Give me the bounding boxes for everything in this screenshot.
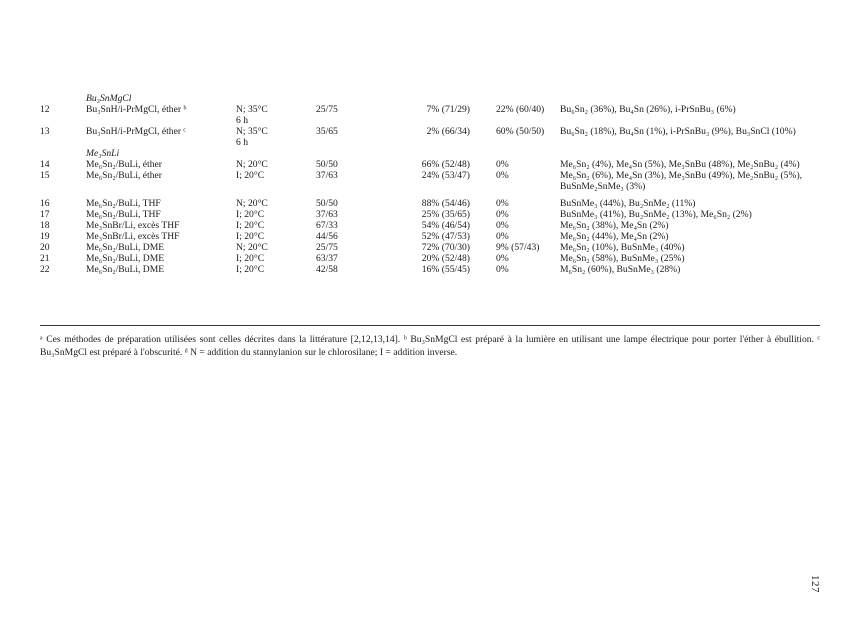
row-number: 20 (40, 242, 50, 253)
conditions-cell: N; 20°C (236, 198, 268, 209)
yield-cell: 72% (70/30) (421, 242, 470, 253)
table-row (40, 126, 820, 148)
yield2-cell: 60% (50/50) (496, 126, 545, 137)
yield2-cell: 9% (57/43) (496, 242, 540, 253)
conditions-cell: N; 20°C (236, 159, 268, 170)
ratio-cell: 25/75 (316, 242, 338, 253)
results-table (40, 93, 820, 275)
yield-cell: 88% (54/46) (421, 198, 470, 209)
conditions-cell (236, 126, 312, 148)
conditions-line: N; 35°C (236, 126, 268, 137)
conditions-cell: I; 20°C (236, 220, 265, 231)
yield2-cell: 0% (496, 264, 509, 275)
products-cell: Me₆Sn₂ (58%), BuSnMe₃ (25%) (560, 253, 685, 264)
method-cell: Me₆Sn₂/BuLi, éther (86, 159, 162, 170)
section-spacer (40, 93, 86, 104)
products-cell: Me₆Sn₂ (4%), Me₄Sn (5%), Me₃SnBu (48%), Me₂SnBu₂ (4%) (560, 159, 800, 170)
products-cell: Me₆Sn₂ (44%), Me₄Sn (2%) (560, 231, 669, 242)
yield2-cell: 0% (496, 209, 509, 220)
table-row (40, 192, 820, 209)
table-row (40, 209, 820, 220)
method-cell: Me₆Sn₂/BuLi, DME (86, 264, 165, 275)
yield-cell: 54% (46/54) (421, 220, 470, 231)
yield2-cell: 0% (496, 220, 509, 231)
yield2-cell: 0% (496, 198, 509, 209)
table-row (40, 231, 820, 242)
table-section-header (40, 93, 820, 104)
yield-cell: 16% (55/45) (421, 264, 470, 275)
method-cell: Me₃SnBr/Li, excès THF (86, 220, 180, 231)
conditions-cell: I; 20°C (236, 209, 265, 220)
yield-cell: 2% (66/34) (426, 126, 470, 137)
ratio-cell: 37/63 (316, 209, 338, 220)
table-row (40, 220, 820, 231)
method-cell: Me₆Sn₂/BuLi, THF (86, 209, 161, 220)
table-body (40, 93, 820, 275)
yield2-cell: 0% (496, 159, 509, 170)
row-number: 12 (40, 104, 50, 115)
table-section-header (40, 148, 820, 159)
row-number: 17 (40, 209, 50, 220)
section-spacer (40, 148, 86, 159)
ratio-cell: 25/75 (316, 104, 338, 115)
products-cell: BuSnMe₃ (44%), Bu₂SnMe₂ (11%) (560, 198, 696, 209)
ratio-cell: 42/58 (316, 264, 338, 275)
conditions-cell: I; 20°C (236, 170, 265, 181)
products-cell: Bu₆Sn₂ (18%), Bu₄Sn (1%), i-PrSnBu₃ (9%), Bu₃SnCl (10%) (560, 126, 796, 137)
method-cell: Me₆Sn₂/BuLi, éther (86, 170, 162, 181)
yield-cell: 24% (53/47) (421, 170, 470, 181)
results-table-wrapper (40, 93, 820, 275)
yield-cell: 7% (71/29) (426, 104, 470, 115)
products-cell: M₆Sn₂ (60%), BuSnMe₃ (28%) (560, 264, 681, 275)
conditions-cell: I; 20°C (236, 264, 265, 275)
yield-cell: 52% (47/53) (421, 231, 470, 242)
yield-cell: 66% (52/48) (421, 159, 470, 170)
table-footnote: ᵃ Ces méthodes de préparation utilisées sont celles décrites dans la littérature [2,12,13,14]. ᵇ Bu₃SnMgCl est préparé à la lumière en utilisant une lampe électrique pour porter l'éther à ébullition. ᶜ Bu₃SnMgCl est préparé à l'obscurité. ᵈ N = addition du stannylanion sur le chlorosilane; I = addition inverse. (40, 334, 820, 358)
yield2-cell: 0% (496, 231, 509, 242)
products-cell: Bu₆Sn₂ (36%), Bu₄Sn (26%), i-PrSnBu₃ (6%) (560, 104, 736, 115)
section-label: Bu₃SnMgCl (86, 93, 132, 104)
table-row (40, 170, 820, 192)
ratio-cell: 35/65 (316, 126, 338, 137)
yield-cell: 25% (35/65) (421, 209, 470, 220)
table-row (40, 104, 820, 126)
page-number: 127 (809, 575, 821, 593)
row-number: 13 (40, 126, 50, 137)
conditions-line: N; 35°C (236, 104, 268, 115)
method-cell: Me₃SnBr/Li, excès THF (86, 231, 180, 242)
table-row (40, 253, 820, 264)
products-cell: Me₆Sn₂ (38%), Me₄Sn (2%) (560, 220, 669, 231)
yield2-cell: 0% (496, 170, 509, 181)
table-row (40, 159, 820, 170)
products-cell: Me₆Sn₂ (10%), BuSnMe₃ (40%) (560, 242, 685, 253)
ratio-cell: 50/50 (316, 159, 338, 170)
row-number: 18 (40, 220, 50, 231)
ratio-cell: 63/37 (316, 253, 338, 264)
method-cell: Bu₃SnH/i-PrMgCl, éther ᶜ (86, 126, 186, 137)
conditions-duration: 6 h (236, 115, 248, 126)
method-cell: Me₆Sn₂/BuLi, DME (86, 242, 165, 253)
method-cell: Me₆Sn₂/BuLi, DME (86, 253, 165, 264)
conditions-duration: 6 h (236, 137, 248, 148)
ratio-cell: 67/33 (316, 220, 338, 231)
ratio-cell: 44/56 (316, 231, 338, 242)
method-cell: Bu₃SnH/i-PrMgCl, éther ᵇ (86, 104, 187, 115)
conditions-cell: I; 20°C (236, 253, 265, 264)
table-row (40, 242, 820, 253)
row-number: 19 (40, 231, 50, 242)
table-row (40, 264, 820, 275)
products-cell: BuSnMe₃ (41%), Bu₂SnMe₂ (13%), Me₆Sn₂ (2%) (560, 209, 752, 220)
method-cell: Me₆Sn₂/BuLi, THF (86, 198, 161, 209)
row-number: 16 (40, 198, 50, 209)
yield2-cell: 22% (60/40) (496, 104, 545, 115)
row-number: 14 (40, 159, 50, 170)
yield-cell: 20% (52/48) (421, 253, 470, 264)
ratio-cell: 50/50 (316, 198, 338, 209)
section-label: Me₃SnLi (86, 148, 120, 159)
row-number: 21 (40, 253, 50, 264)
conditions-cell (236, 104, 312, 126)
table-bottom-rule (40, 325, 820, 326)
row-number: 22 (40, 264, 50, 275)
conditions-cell: N; 20°C (236, 242, 268, 253)
conditions-cell: I; 20°C (236, 231, 265, 242)
ratio-cell: 37/63 (316, 170, 338, 181)
products-cell: Me₆Sn₂ (6%), Me₄Sn (3%), Me₃SnBu (49%), Me₂SnBu₂ (5%), BuSnMe₂SnMe₃ (3%) (560, 170, 803, 192)
row-number: 15 (40, 170, 50, 181)
yield2-cell: 0% (496, 253, 509, 264)
